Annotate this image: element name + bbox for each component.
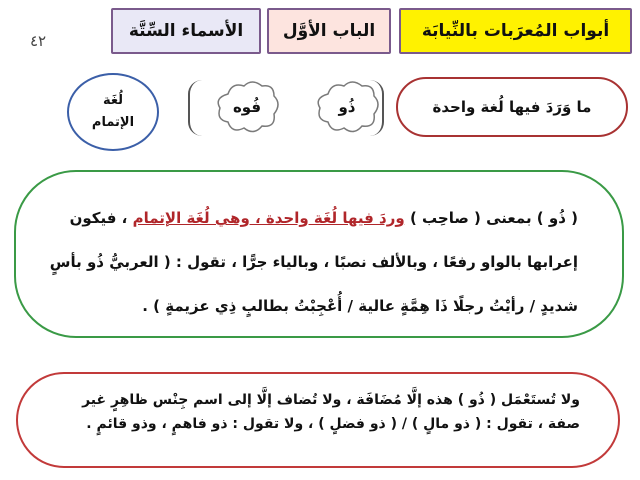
- page-number: ٤٢: [30, 32, 47, 50]
- title-box: [399, 8, 632, 54]
- circle-line-1: لُغَة: [102, 92, 124, 108]
- explanation-line-1-end: ، فيكون: [69, 209, 133, 227]
- explanation-line-2: إعرابها بالواو رفعًا ، وبالألف نصبًا ، وبالياء جرًّا ، تقول : ( العربيُّ ذُو بأسٍ: [49, 253, 578, 271]
- definition-label: ما وَرَدَ فيها لُغة واحدة: [432, 98, 592, 116]
- usage-note-box: [16, 372, 620, 468]
- word-dhu: ذُو: [338, 98, 356, 116]
- explanation-box: [14, 170, 624, 338]
- chapter-label: الباب الأوَّل: [282, 21, 376, 41]
- section-label: الأسماء السِّتَّة: [128, 21, 244, 41]
- page-title: أبواب المُعرَبات بالنِّيابَة: [421, 21, 610, 41]
- word-cloud-fuh: [210, 76, 284, 138]
- explanation-line-1-start: ( ذُو ) بمعنى ( صاحِب ): [404, 209, 578, 227]
- word-fuh: فُوه: [232, 98, 262, 116]
- usage-note-line-1: ولا تُستَعْمَل ( ذُو ) هذه إلَّا مُضَافَة ، ولا تُضاف إلَّا إلى اسم جِنْس ظاهِرٍ غير: [82, 392, 580, 408]
- explanation-line-3: شديدٍ / رأيْتُ رجلًا ذَا هِمَّةٍ عالية / أُعْجِبْتُ بطالبٍ ذِي عزيمةٍ ) .: [142, 297, 578, 315]
- chapter-box: [267, 8, 391, 54]
- completion-dialect-circle: [67, 73, 159, 151]
- word-cloud-dhu: [310, 76, 384, 138]
- explanation-line-1: [60, 196, 578, 240]
- usage-note-line-2: صفة ، تقول : ( ذو مالٍ ) / ( ذو فضلٍ ) ، ولا تقول : ذو فاهمٍ ، وذو قائمٍ .: [86, 416, 580, 432]
- circle-line-2: الإتمام: [91, 115, 135, 130]
- highlighted-rule: وردَ فيها لُغَة واحدة ، وهي لُغَة الإتمام: [132, 209, 405, 227]
- section-box: [111, 8, 261, 54]
- definition-box: [396, 77, 628, 137]
